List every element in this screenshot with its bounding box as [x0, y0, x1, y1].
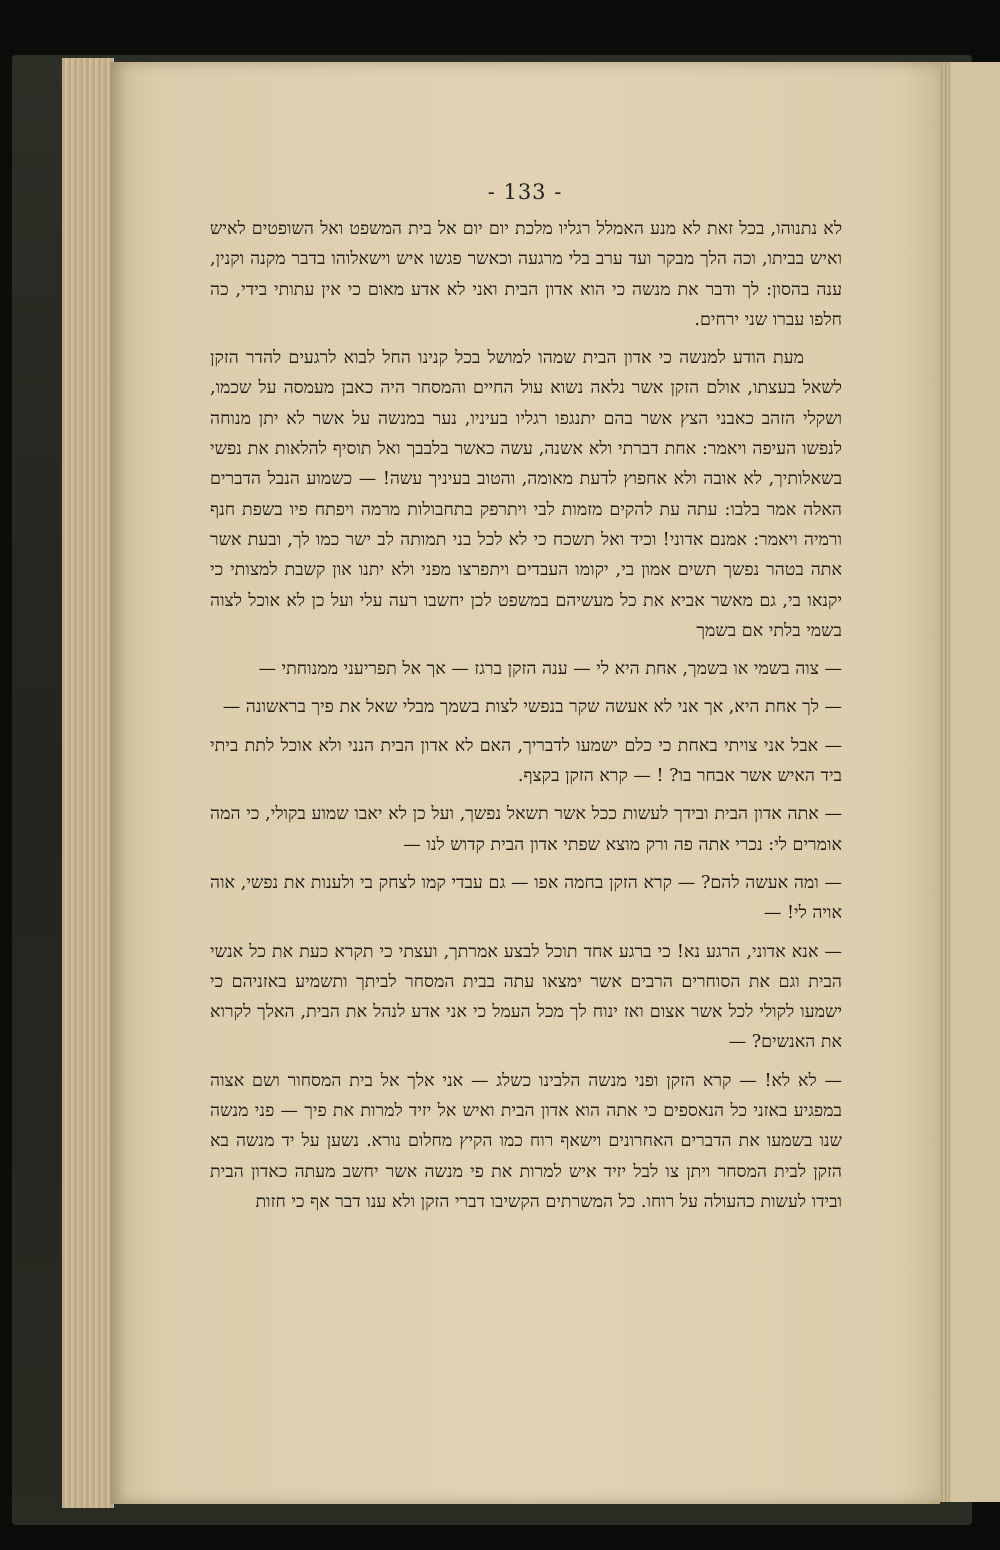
dialogue-line: — צוה בשמי או בשמך, אחת היא לי — ענה הזקן ברגז — אך אל תפריעני ממנוחתי — — [258, 659, 842, 680]
dialogue-line: — אנא אדוני, הרגע נא! כי ברגע אחד תוכל לבצע אמרתך, ועצתי כי תקרא כעת את כל אנשי הבית וגם את הסוחרים הרבים אשר ימצאו עתה בבית המסחר לביתך ותשמיע באזניהם כי ישמעו לקולי לכל אשר אצום ואז ינוח לך מכל העמל כי אני אדע לנהל את הבית, האלך לקרוא את האנשים? — — [210, 941, 842, 1053]
page-body — [210, 214, 842, 1225]
page-number: - 133 - — [487, 180, 563, 204]
page-edges-left — [62, 58, 114, 1508]
dialogue-line: — לך אחת היא, אך אני לא אעשה שקר בנפשי לצות בשמך מבלי שאל את פיך בראשונה — — [222, 697, 842, 718]
dialogue-line: — לא לא! — קרא הזקן ופני מנשה הלבינו כשלג — אני אלך אל בית המסחור ושם אצוה במפגיע באזני כל הנאספים כי אתה הוא אדון הבית ואיש אל יזיד למרות את פיך — פני מנשה שנו בשמעו את הדברים האחרונים וישאף רוח כמו הקיץ מחלום נורא. נשען על יד מנשה בא הזקן לבית המסחר ויתן צו לבל יזיד איש למרות את פי מנשה אשר יחשב מעתה כאדון הבית ובידו לעשות כהעולה על רוחו. כל המשרתים הקשיבו דברי הזקן ולא ענו דבר אף כי חזות — [210, 1070, 842, 1212]
book-page — [110, 62, 940, 1504]
paragraph: מעת הודע למנשה כי אדון הבית שמהו למושל בכל קנינו החל לבוא לרגעים להדר הזקן לשאל בעצתו, אולם הזקן אשר נלאה נשוא עול החיים והמסחר היה כאבן מעמסה על שכמו, ושקלי הזהב כאבני הצץ אשר בהם יתנגפו רגליו בעיניו, נער במנשה על אשר לא יתן מנוחה לנפשו העיפה ויאמר: אחת דברתי ולא אשנה, עשה כאשר בלבבך ואל תוסיף להלאות את נפשי בשאלותיך, לא אובה ולא אחפוץ לדעת מאומה, והטוב בעיניך עשה! — כשמוע הנבל הדברים האלה אמר בלבו: עתה עת להקים מזמות לבי ויתרפק בתחבולות מרמה ויפתח פיו בשפת חנף ורמיה ויאמר: אמנם אדוני! וכיד ואל תשכח כי לא לכל בני תמותה לב ישר כמו לך, ובעת אשר אתה בטהר נפשך תשים אמון בי, יקומו העבדים ויתפרצו מפני ולא יתנו און קשבת למצותי כי יקנאו בי, גם מאשר אביא את כל מעשיהם במשפט לכן יחשבו רעה עלי ועל כן לא אוכל לצוה בשמי בלתי אם בשמך — [210, 348, 842, 641]
dialogue-line: — ומה אעשה להם? — קרא הזקן בחמה אפו — גם עבדי קמו לצחק בי ולענות את נפשי, אוה אויה לי! — — [210, 872, 842, 924]
dialogue-line: — אבל אני צויתי באחת כי כלם ישמעו לדבריך, האם לא אדון הבית הנני ולא אוכל לתת ביתי ביד האיש אשר אבחר בו? ! — קרא הזקן בקצף. — [210, 735, 842, 787]
paragraph: לא נתנוהו, בכל זאת לא מנע האמלל רגליו מלכת יום יום אל בית המשפט ואל השופטים לאיש ואיש בביתו, וכה הלך מבקר ועד ערב בלי מרגעה וכאשר פגשו איש וישאלוהו בדבר מקנה וקנין, ענה בהסון: לך ודבר את מנשה כי הוא אדון הבית ואני לא אדע מאום כי אין עתותי בידי, כה חלפו עברו שני ירחים. — [210, 219, 842, 330]
facing-page — [948, 62, 1000, 1502]
dialogue-line: — אתה אדון הבית ובידך לעשות ככל אשר תשאל נפשך, ועל כן לא יאבו שמוע בקולי, כי המה אומרים לי: נכרי אתה פה ורק מוצא שפתי אדון הבית קדוש לנו — — [210, 804, 842, 855]
